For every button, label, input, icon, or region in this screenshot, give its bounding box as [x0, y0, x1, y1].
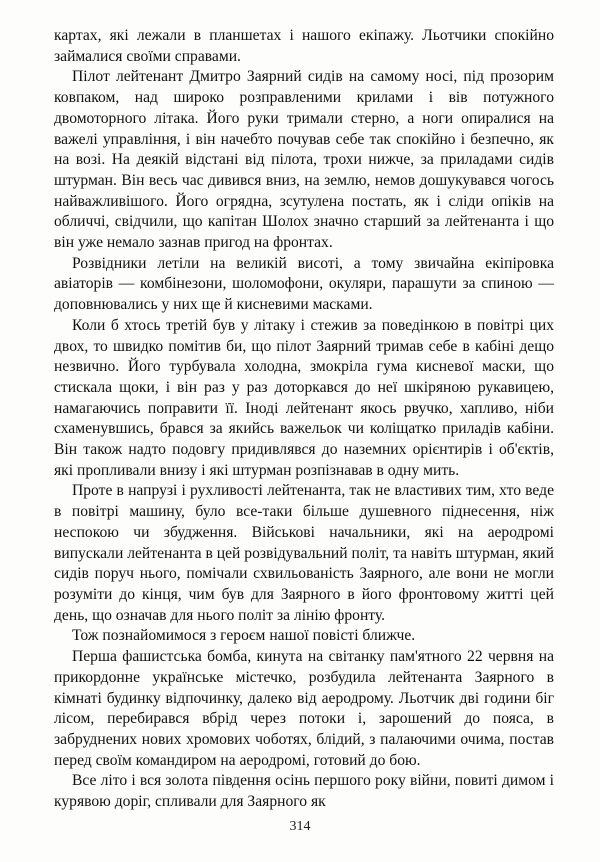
paragraph-7: Перша фашистська бомба, кинута на світанку пам'ятного 22 червня на прикордонне українське містечко, розбудила лейтенанта Заярного в кімнаті будинку відпочинку, далеко від аеродрому. Льотчик дві години біг лісом, перебирався вбрід через потоки і, зарошений до пояса, в забруднених нових хромових чоботях, блідий, з палаючими очима, постав перед своїм командиром на аеродромі, готовий до бою. [54, 648, 554, 769]
body-text [54, 26, 554, 813]
paragraph-2: Пілот лейтенант Дмитро Заярний сидів на самому носі, під прозорим ковпаком, над широко розправленими крилами і вів потужного двомоторного літака. Його руки тримали стерно, а ноги опиралися на важелі управління, і він начебто почував себе так спокійно і безпечно, як на возі. На деякій відстані від пілота, трохи нижче, за приладами сидів штурман. Він весь час дивився вниз, на землю, немов дошукувався чогось найважливішого. Його огрядна, зсутулена постать, як і сліди опіків на обличчі, свідчили, що капітан Шолох значно старший за лейтенанта і що він уже немало зазнав пригод на фронтах. [54, 68, 554, 252]
paragraph-8: Все літо і вся золота південня осінь першого року війни, повиті димом і курявою доріг, спливали для Заярного як [54, 772, 554, 811]
paragraph-3: Розвідники летіли на великій висоті, а тому звичайна екіпіровка авіаторів — комбінезони, шоломофони, окуляри, парашути за спиною — доповнювались у них ще й кисневими масками. [54, 254, 554, 314]
paragraph-4: Коли б хтось третій був у літаку і стежив за поведінкою в повітрі цих двох, то швидко помітив би, що пілот Заярний тримав себе в кабіні дещо незвично. Його турбувала холодна, змокріла гума кисневої маски, що стискала щоки, і він раз у раз доторкався до неї шкіряною рукавицею, намагаючись поправити її. Іноді лейтенант якось рвучко, хапливо, ніби схаменувшись, брався за якийсь важельок чи коліщатко приладів кабіни. Він також надто подовгу придивлявся до наземних орієнтирів і об'єктів, які пропливали внизу і які штурман розпізнавав в одну мить. [54, 316, 554, 479]
paragraph-6: Тож познайомимося з героєм нашої повісті ближче. [72, 627, 416, 645]
paragraph-5: Проте в напрузі і рухливості лейтенанта, так не властивих тим, хто веде в повітрі машину, було все-таки більше душевного піднесення, ніж неспокою чи збудження. Військові начальники, які на аеродромі випускали лейтенанта в цей розвідувальний політ, та навіть штурман, який сидів поруч нього, помічали схвильованість Заярного, але вони не могли розуміти до кінця, чим був для Заярного в його фронтовому житті цей день, що означав для нього політ за лінію фронту. [54, 482, 554, 624]
paragraph-1: картах, які лежали в планшетах і нашого екіпажу. Льотчики спокійно займалися своїми справами. [54, 27, 554, 65]
page-number: 314 [289, 819, 311, 834]
